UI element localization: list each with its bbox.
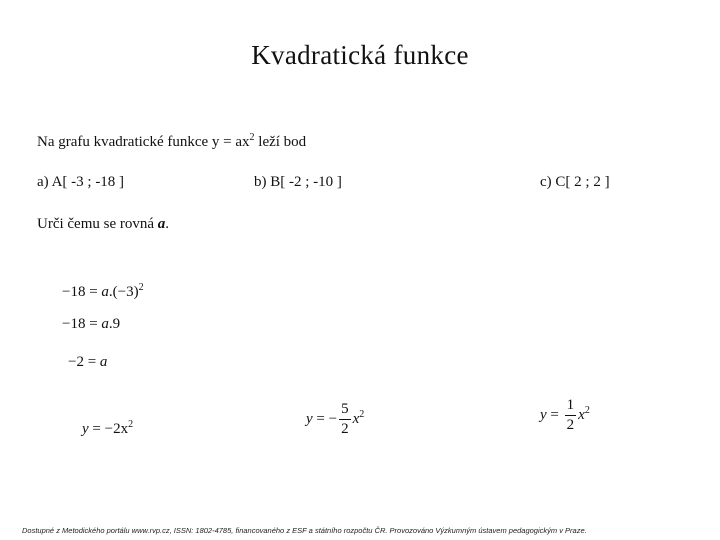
- step-line-1: [62, 282, 144, 301]
- result-c-numerator: 1: [565, 398, 577, 416]
- result-c-exponent: 2: [584, 404, 590, 416]
- intro-exponent: 2: [249, 132, 255, 143]
- result-a-exponent: 2: [128, 419, 134, 430]
- result-c-lhs: y: [540, 406, 547, 423]
- result-b-numerator: 5: [339, 402, 351, 420]
- step-line-3: [68, 354, 107, 371]
- step1-exponent: 2: [138, 282, 144, 293]
- step2-var: a: [101, 316, 109, 332]
- result-b-var: x: [352, 410, 360, 427]
- footer-note: Dostupné z Metodického portálu www.rvp.cz, ISSN: 1802-4785, financovaného z ESF a státního rozpočtu ČR. Provozováno Výzkumným ústavem pedagogickým v Praze.: [22, 526, 587, 535]
- result-a-lhs: y: [82, 421, 89, 437]
- step3-left: −2 =: [68, 354, 100, 370]
- result-a-rhs: = −2x: [88, 421, 129, 437]
- result-b: [306, 402, 364, 437]
- result-b-denominator: 2: [341, 421, 349, 437]
- result-c: [540, 398, 590, 433]
- point-a: a) A[ -3 ; -18 ]: [37, 174, 125, 190]
- result-c-var: x: [578, 406, 585, 423]
- point-b: b) B[ -2 ; -10 ]: [254, 174, 342, 190]
- result-b-lhs: y: [306, 410, 313, 427]
- result-b-exponent: 2: [359, 408, 365, 420]
- result-b-eq: = −: [312, 410, 338, 427]
- task-main: Urči čemu se rovná: [37, 216, 158, 232]
- page-title: Kvadratická funkce: [251, 40, 469, 70]
- step1-var: a: [101, 284, 109, 300]
- task-text: [37, 216, 169, 233]
- result-c-denominator: 2: [566, 417, 575, 433]
- task-end: .: [165, 216, 170, 232]
- result-c-eq: =: [546, 406, 563, 423]
- result-b-fraction: [339, 402, 351, 437]
- intro-text: [37, 132, 306, 151]
- result-c-fraction: [565, 398, 577, 433]
- step3-var: a: [99, 354, 108, 370]
- step-line-2: [62, 316, 120, 333]
- step1-left: −18 =: [62, 284, 102, 300]
- intro-main: Na grafu kvadratické funkce y = ax: [37, 134, 250, 150]
- step2-right: .9: [108, 316, 121, 332]
- task-variable: a: [157, 216, 166, 232]
- point-c: c) C[ 2 ; 2 ]: [540, 174, 610, 190]
- step2-left: −18 =: [62, 316, 102, 332]
- step1-right: .(−3): [108, 284, 139, 300]
- result-a: [82, 419, 133, 438]
- intro-tail: leží bod: [254, 134, 307, 150]
